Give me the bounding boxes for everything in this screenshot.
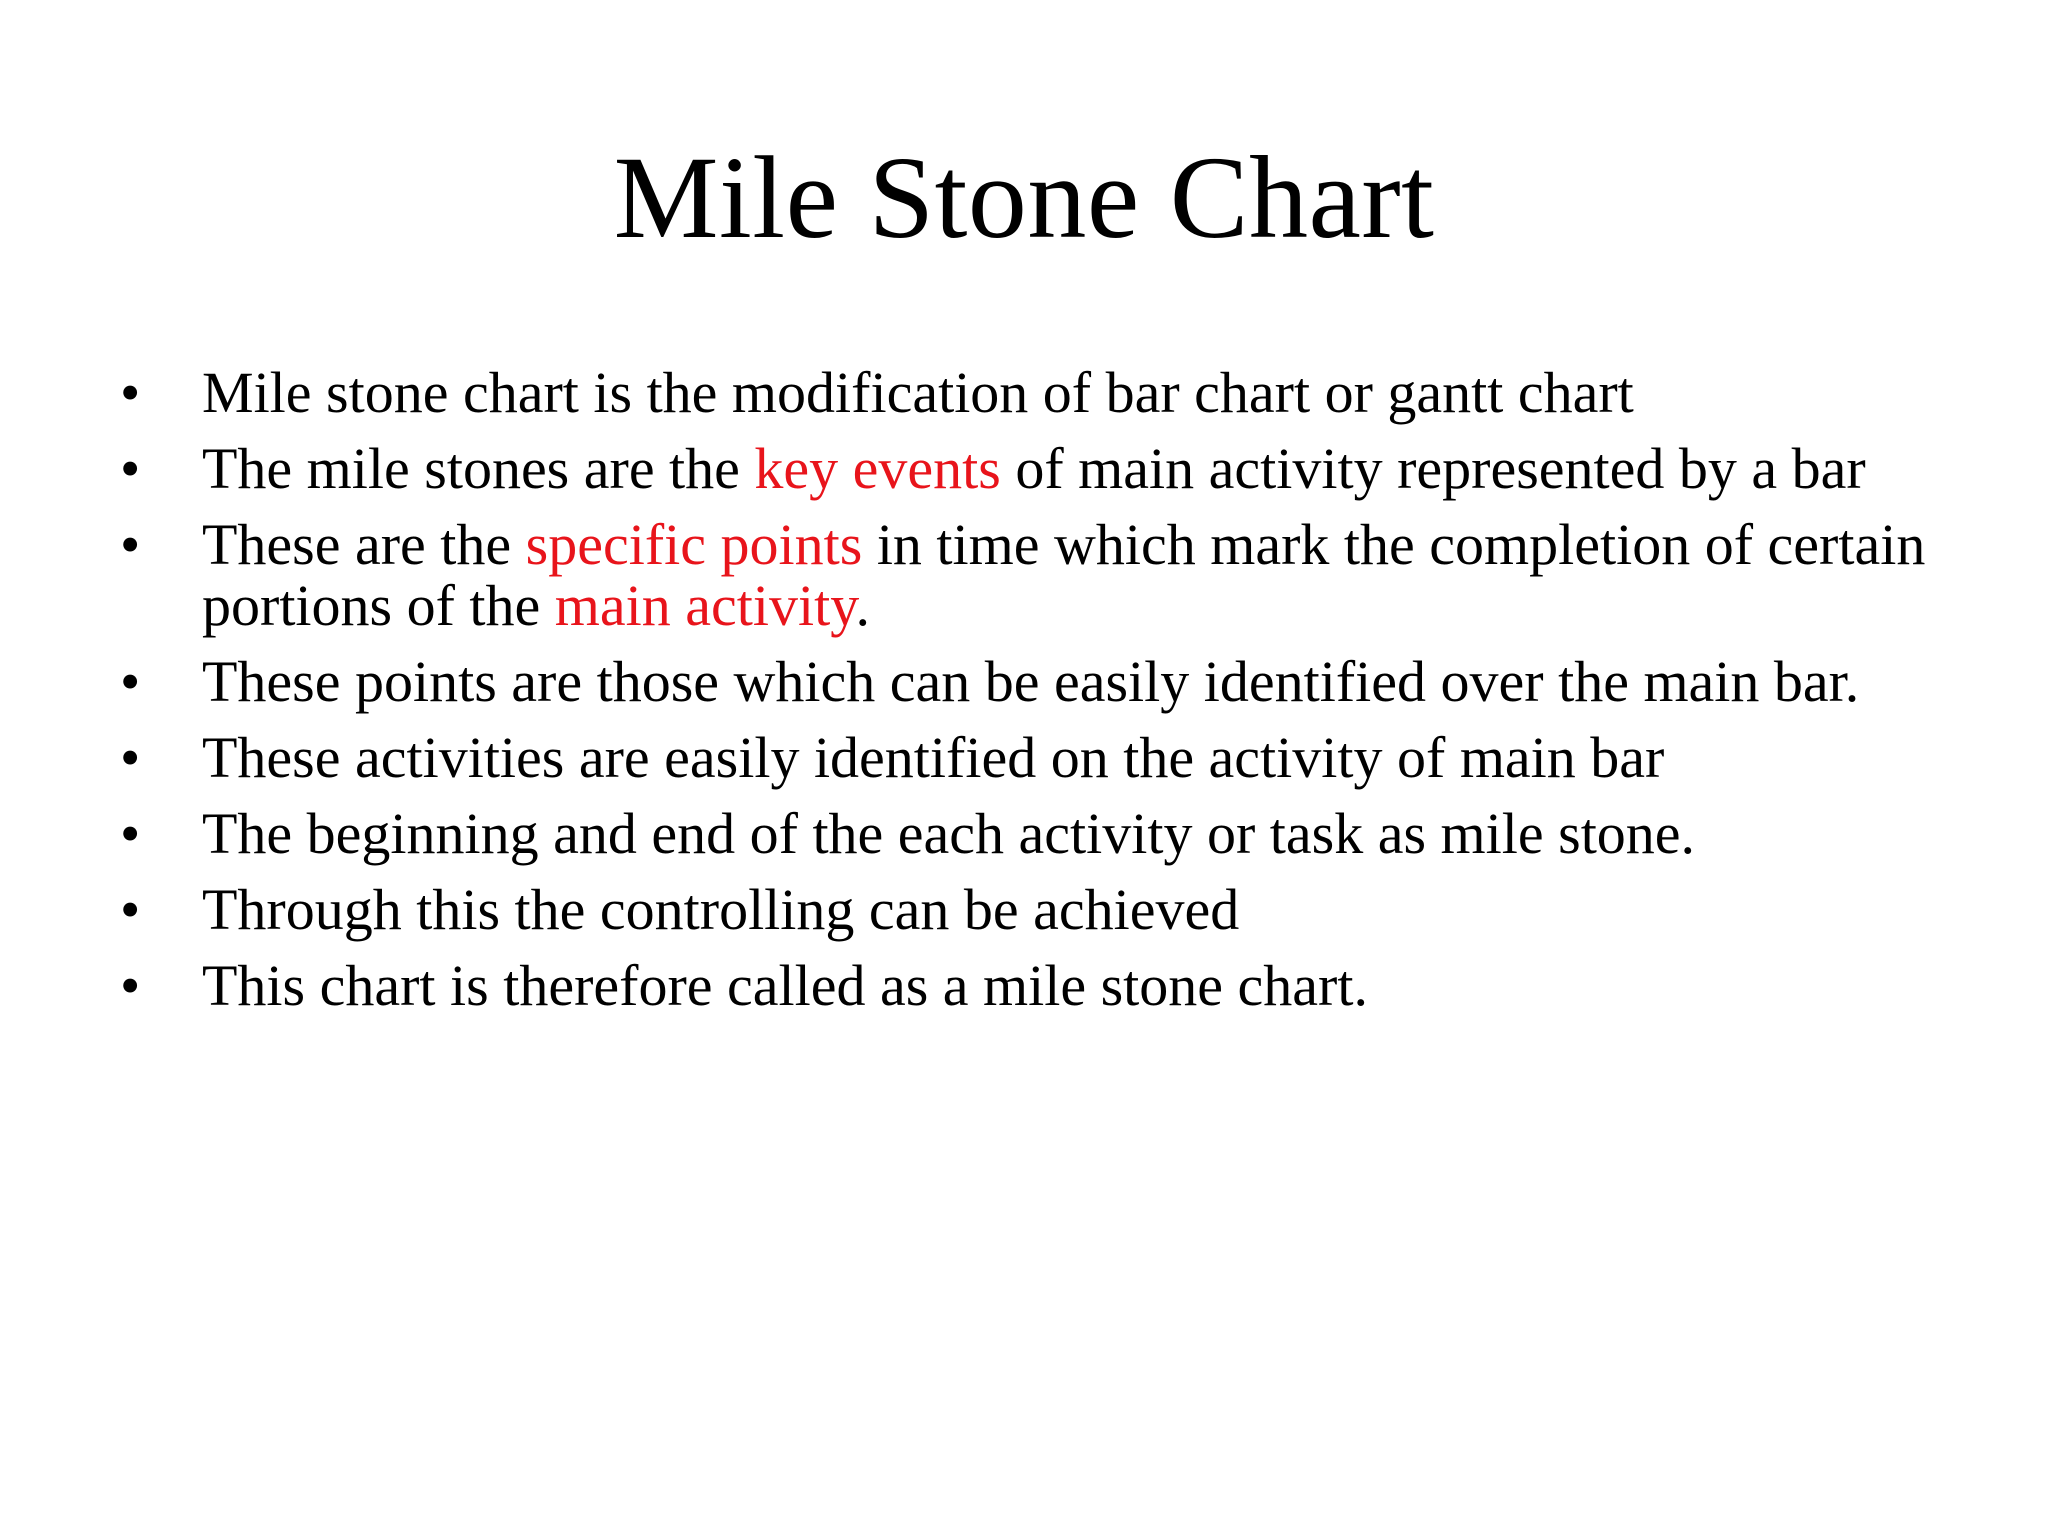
bullet-text: . (855, 573, 870, 638)
bullet-item (120, 803, 1980, 864)
bullet-item (120, 514, 1980, 636)
bullet-text: Mile stone chart is the modification of bar chart or gantt chart (202, 360, 1634, 425)
bullet-text: in time which mark the completion of certain portions of the (202, 512, 1926, 638)
bullet-dot-icon: • (120, 436, 141, 501)
bullet-text: The mile stones are the (202, 436, 755, 501)
bullet-dot-icon: • (120, 649, 141, 714)
bullet-item (120, 955, 1980, 1016)
bullet-item (120, 651, 1980, 712)
bullet-dot-icon: • (120, 725, 141, 790)
slide-title: Mile Stone Chart (613, 132, 1435, 263)
bullet-dot-icon: • (120, 512, 141, 577)
bullet-dot-icon: • (120, 801, 141, 866)
bullet-dot-icon: • (120, 953, 141, 1018)
highlight-main-activity: main activity (554, 573, 856, 638)
bullet-text: These activities are easily identified on the activity of main bar (202, 725, 1665, 790)
highlight-specific-points: specific points (525, 512, 863, 577)
bullet-item (120, 362, 1980, 423)
bullet-text: Through this the controlling can be achieved (202, 877, 1240, 942)
bullet-dot-icon: • (120, 877, 141, 942)
bullet-text: These are the (202, 512, 526, 577)
bullet-text: of main activity represented by a bar (1000, 436, 1866, 501)
bullet-list (120, 362, 1980, 1031)
bullet-dot-icon: • (120, 360, 141, 425)
bullet-text: These points are those which can be easily identified over the main bar. (202, 649, 1860, 714)
highlight-key-events: key events (754, 436, 1001, 501)
bullet-text: The beginning and end of the each activity or task as mile stone. (202, 801, 1696, 866)
bullet-item (120, 727, 1980, 788)
bullet-item (120, 438, 1980, 499)
bullet-text: This chart is therefore called as a mile stone chart. (202, 953, 1368, 1018)
bullet-item (120, 879, 1980, 940)
